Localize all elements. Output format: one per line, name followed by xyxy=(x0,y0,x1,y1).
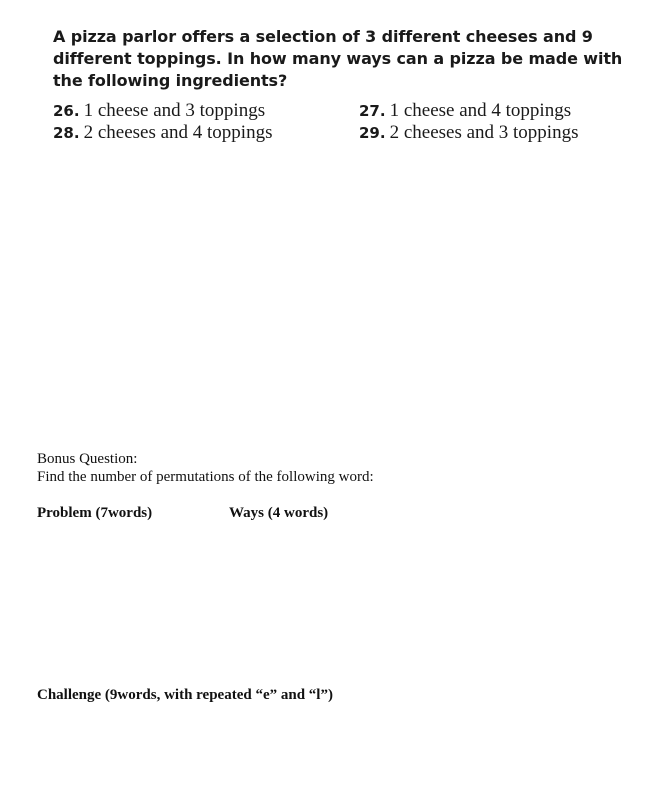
bonus-title: Bonus Question: xyxy=(37,451,138,467)
problem-26 xyxy=(53,100,265,122)
problem-number: 26. xyxy=(53,102,80,120)
problem-29 xyxy=(359,122,578,144)
problem-number: 27. xyxy=(359,102,386,120)
problem-text: 1 cheese and 4 toppings xyxy=(389,100,572,121)
problem-text: 1 cheese and 3 toppings xyxy=(83,100,266,121)
problem-number: 29. xyxy=(359,124,386,142)
problem-text: 2 cheeses and 3 toppings xyxy=(389,122,579,143)
problem-number: 28. xyxy=(53,124,80,142)
problem-text: 2 cheeses and 4 toppings xyxy=(83,122,273,143)
intro-question: A pizza parlor offers a selection of 3 different cheeses and 9 different toppings. In how many ways can a pizza be made with the following ingredients? xyxy=(53,27,623,90)
bonus-instruction: Find the number of permutations of the following word: xyxy=(37,469,374,485)
word-challenge: Challenge (9words, with repeated “e” and “l”) xyxy=(37,687,333,703)
problem-28 xyxy=(53,122,272,144)
word-problem: Problem (7words) xyxy=(37,505,153,521)
word-ways: Ways (4 words) xyxy=(229,505,329,521)
problem-27 xyxy=(359,100,571,122)
